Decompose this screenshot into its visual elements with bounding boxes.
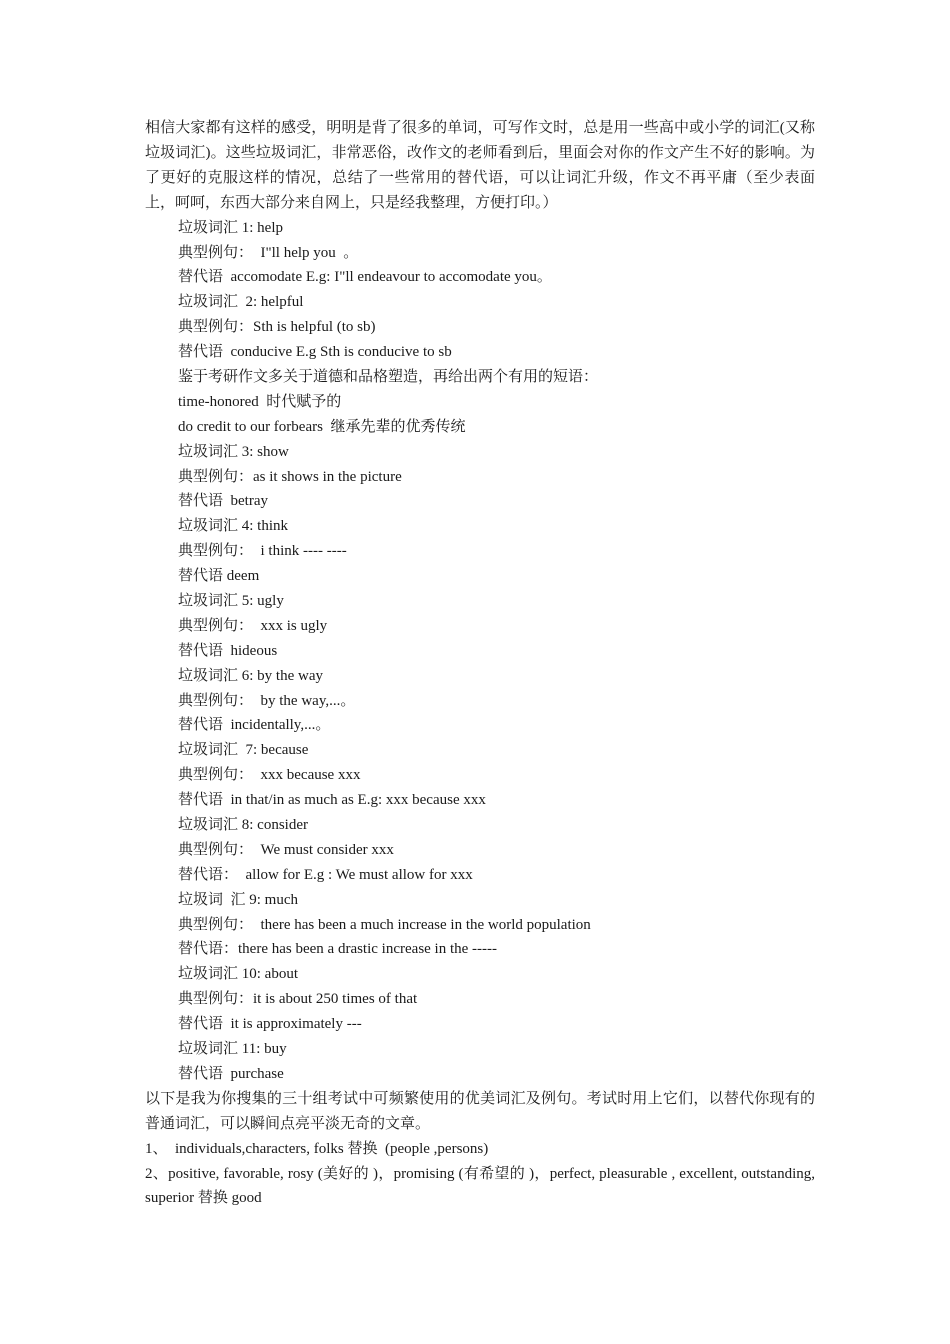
vocab-entry-line: 典型例句：Sth is helpful (to sb) <box>178 319 376 336</box>
vocab-entry-line: 替代语 purchase <box>178 1065 284 1082</box>
vocab-entry-line: 垃圾词汇 7: because <box>178 742 309 759</box>
intro-paragraph: 相信大家都有这样的感受，明明是背了很多的单词，可写作文时，总是用一些高中或小学的词汇(又称垃圾词汇)。这些垃圾词汇，非常恶俗，改作文的老师看到后，里面会对你的作文产生不好的影响。为了更好的克服这样的情况，总结了一些常用的替代语，可以让词汇升级，作文不再平庸（至少表面上，呵呵，东西大部分来自网上，只是经我整理，方便打印。） <box>145 120 815 211</box>
vocab-entry-list <box>145 216 815 1087</box>
vocab-entry-line: 垃圾词汇 2: helpful <box>178 294 304 311</box>
vocab-entry-line: 替代语： allow for E.g : We must allow for xxx <box>178 866 473 883</box>
vocab-entry-line: 替代语 deem <box>178 568 260 585</box>
numbered-item: 2、positive, favorable, rosy (美好的 )，promising (有希望的 )，perfect, pleasurable , excellent, outstanding, superior 替换 good <box>145 1165 815 1207</box>
vocab-entry-line: 替代语 betray <box>178 493 268 510</box>
vocab-entry-line: 典型例句： I"ll help you 。 <box>178 244 359 261</box>
vocab-entry-line: 垃圾词汇 11: buy <box>178 1041 287 1058</box>
vocab-entry-line: 替代语 accomodate E.g: I"ll endeavour to accomodate you。 <box>178 269 552 286</box>
vocab-entry-line: 鉴于考研作文多关于道德和品格塑造，再给出两个有用的短语： <box>178 368 599 385</box>
vocab-entry-line: 垃圾词汇 10: about <box>178 966 298 983</box>
vocab-entry-line: 典型例句： there has been a much increase in the world population <box>178 916 591 933</box>
vocab-entry-line: 典型例句：as it shows in the picture <box>178 468 402 485</box>
vocab-entry-line: time-honored 时代赋予的 <box>178 393 342 410</box>
vocab-entry-line: 垃圾词 汇 9: much <box>178 891 298 908</box>
numbered-list <box>145 1137 815 1212</box>
vocab-entry-line: 垃圾词汇 8: consider <box>178 817 308 833</box>
vocab-entry-line: 替代语 in that/in as much as E.g: xxx because xxx <box>178 792 486 809</box>
vocab-entry-line: 替代语 it is approximately --- <box>178 1016 362 1033</box>
document-body <box>145 116 815 1211</box>
vocab-entry-line: 典型例句： xxx is ugly <box>178 617 328 634</box>
vocab-entry-line: 垃圾词汇 3: show <box>178 443 289 460</box>
vocab-entry-line: 替代语 conducive E.g Sth is conducive to sb <box>178 344 452 361</box>
vocab-entry-line: 垃圾词汇 6: by the way <box>178 667 323 684</box>
vocab-entry-line: 垃圾词汇 4: think <box>178 518 289 535</box>
vocab-entry-line: 替代语 hideous <box>178 642 278 659</box>
vocab-entry-line: do credit to our forbears 继承先辈的优秀传统 <box>178 418 466 435</box>
vocab-entry-line: 替代语：there has been a drastic increase in the ----- <box>178 941 498 958</box>
vocab-entry-line: 垃圾词汇 5: ugly <box>178 592 284 609</box>
vocab-entry-line: 替代语 incidentally,...。 <box>178 717 331 734</box>
vocab-entry-line: 典型例句： We must consider xxx <box>178 841 394 858</box>
vocab-entry-line: 典型例句： by the way,...。 <box>178 692 356 709</box>
numbered-item: 1、 individuals,characters, folks 替换 (people ,persons) <box>145 1140 489 1157</box>
vocab-entry-line: 典型例句： i think ---- ---- <box>178 543 347 560</box>
outro-paragraph: 以下是我为你搜集的三十组考试中可频繁使用的优美词汇及例句。考试时用上它们，以替代你现有的普通词汇，可以瞬间点亮平淡无奇的文章。 <box>145 1090 815 1132</box>
vocab-entry-line: 典型例句： xxx because xxx <box>178 767 361 784</box>
vocab-entry-line: 垃圾词汇 1: help <box>178 219 283 236</box>
vocab-entry-line: 典型例句：it is about 250 times of that <box>178 991 418 1008</box>
